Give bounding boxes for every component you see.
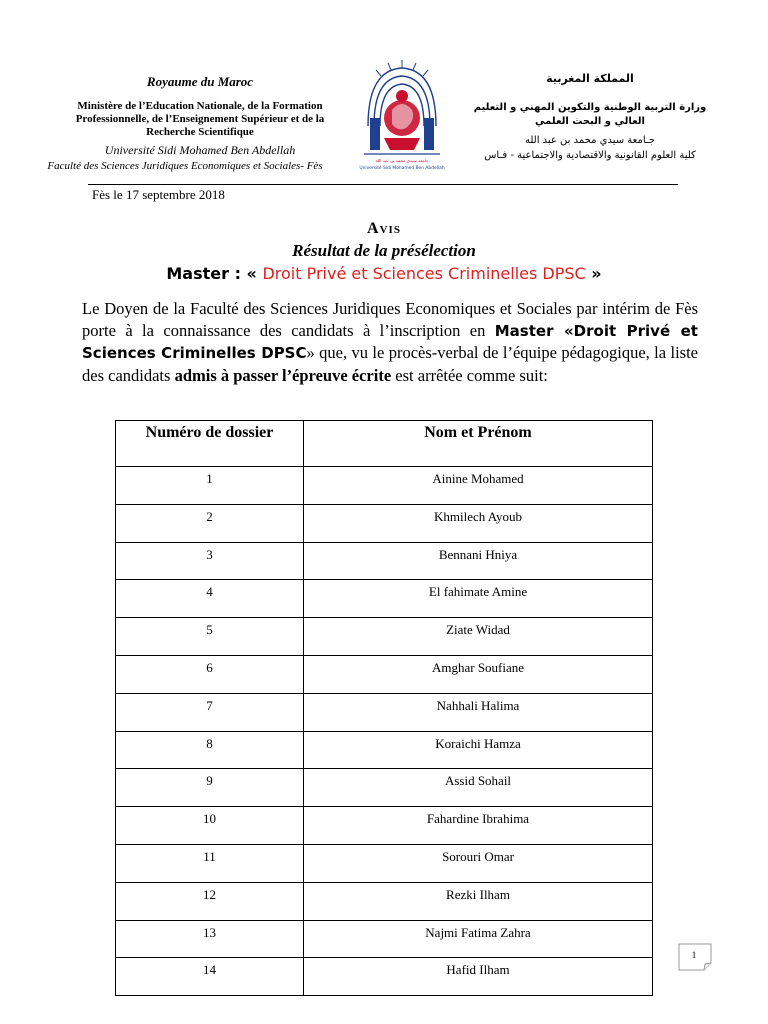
notice-subtitle: Résultat de la présélection [292, 241, 476, 260]
cell-name: Ainine Mohamed [304, 467, 653, 505]
cell-name: Fahardine Ibrahima [304, 807, 653, 845]
page-number-box [678, 943, 712, 971]
cell-name: Najmi Fatima Zahra [304, 920, 653, 958]
notice-paragraph [82, 298, 698, 386]
faculty-fr: Faculté des Sciences Juridiques Economiques et Sociales- Fès [47, 160, 323, 172]
table-row [116, 920, 653, 958]
svg-text:Université Sidi Mohamed Ben Ab: Université Sidi Mohamed Ben Abdellah [359, 166, 445, 171]
cell-name: Hafid Ilham [304, 958, 653, 996]
kingdom-fr: Royaume du Maroc [146, 74, 254, 89]
cell-number: 11 [116, 844, 304, 882]
cell-number: 4 [116, 580, 304, 618]
cell-name: Amghar Soufiane [304, 655, 653, 693]
cell-name: Assid Sohail [304, 769, 653, 807]
paragraph-bold: admis à passer l’épreuve écrite [174, 365, 392, 385]
kingdom-ar: المملكة المغربية [546, 72, 634, 85]
program-name: Droit Privé et Sciences Criminelles DPSC [262, 264, 586, 283]
cell-number: 8 [116, 731, 304, 769]
master-label: Master : « [166, 264, 263, 283]
university-ar: جـامعة سيدي محمد بن عبد الله [524, 135, 656, 146]
cell-number: 14 [116, 958, 304, 996]
cell-number: 5 [116, 618, 304, 656]
university-fr: Université Sidi Mohamed Ben Abdellah [104, 143, 296, 157]
university-logo [358, 58, 446, 176]
cell-name: Ziate Widad [304, 618, 653, 656]
cell-number: 9 [116, 769, 304, 807]
paragraph-text-2: » que, vu le procès-verbal de l’équipe pédagogique, la liste des candidats [82, 343, 698, 385]
svg-text:جامعة سيدي محمد بن عبد الله: جامعة سيدي محمد بن عبد الله [375, 158, 429, 163]
cell-name: Khmilech Ayoub [304, 504, 653, 542]
paragraph-text-3: est arrêtée comme suit: [391, 365, 548, 385]
faculty-ar: كلية العلوم القانونية والاقتصادية والاجتماعية - فـاس [484, 150, 696, 161]
table-row [116, 844, 653, 882]
master-program-line [0, 264, 768, 283]
cell-name: El fahimate Amine [304, 580, 653, 618]
cell-number: 2 [116, 504, 304, 542]
header-left [47, 74, 340, 172]
cell-number: 1 [116, 467, 304, 505]
table-row [116, 693, 653, 731]
notice-title: Avis [367, 220, 401, 237]
cell-name: Sorouri Omar [304, 844, 653, 882]
ministry-ar: وزارة التربية الوطنية والتكوين المهني و التعليم العالي و البحث العلمي [473, 102, 707, 127]
paragraph-text-1: Le Doyen de la Faculté des Sciences Juridiques Economiques et Sociales par intérim de Fès porte à la connaissance des candidats à l’inscription en [82, 299, 698, 340]
header-divider [88, 184, 678, 185]
column-header-number: Numéro de dossier [116, 421, 304, 467]
cell-name: Nahhali Halima [304, 693, 653, 731]
table-row [116, 467, 653, 505]
page-number: 1 [691, 950, 697, 960]
cell-number: 12 [116, 882, 304, 920]
table-row [116, 580, 653, 618]
table-row [116, 655, 653, 693]
cell-name: Bennani Hniya [304, 542, 653, 580]
table-row [116, 731, 653, 769]
ministry-fr: Ministère de l’Education Nationale, de la Formation Professionnelle, de l’Enseignement Supérieur et de la Recherche Scientifique [75, 100, 325, 138]
table-row [116, 504, 653, 542]
cell-number: 10 [116, 807, 304, 845]
cell-number: 7 [116, 693, 304, 731]
table-row [116, 807, 653, 845]
results-table [115, 420, 653, 996]
table-row [116, 769, 653, 807]
table-row [116, 958, 653, 996]
table-row [116, 618, 653, 656]
table-row [116, 882, 653, 920]
paragraph-master: Master « [494, 321, 574, 340]
cell-name: Rezki Ilham [304, 882, 653, 920]
cell-number: 6 [116, 655, 304, 693]
master-closing: » [585, 264, 602, 283]
table-row [116, 542, 653, 580]
paragraph-program: Droit Privé et Sciences Criminelles DPSC [82, 321, 698, 362]
column-header-name: Nom et Prénom [304, 421, 653, 467]
table-header-row [116, 421, 653, 467]
document-date: Fès le 17 septembre 2018 [92, 187, 225, 202]
cell-number: 3 [116, 542, 304, 580]
header-right [470, 72, 710, 161]
cell-number: 13 [116, 920, 304, 958]
cell-name: Koraichi Hamza [304, 731, 653, 769]
